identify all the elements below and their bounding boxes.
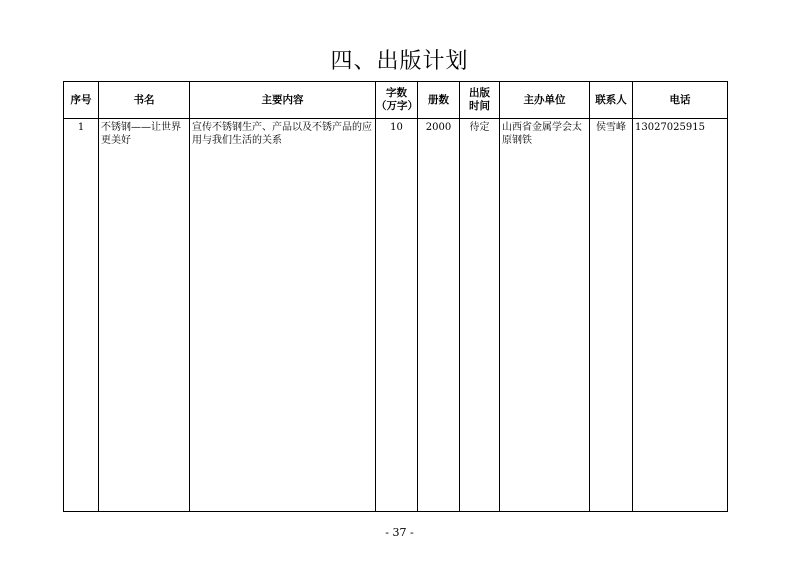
header-content: 主要内容 [190,82,376,119]
header-pub-time-line2: 时间 [469,100,490,112]
header-copies: 册数 [418,82,460,119]
page-title: 四、出版计划 [330,49,469,74]
header-words-line1: 字数 [386,87,407,99]
page-number: - 37 - [385,526,414,539]
publication-plan-table [63,81,728,512]
cell-book-name: 不锈钢——让世界更美好 [99,119,190,512]
cell-pub-time: 待定 [460,119,500,512]
header-words [376,82,418,119]
header-seq: 序号 [64,82,99,119]
cell-copies: 2000 [418,119,460,512]
cell-content: 宣传不锈钢生产、产品以及不锈产品的应用与我们生活的关系 [190,119,376,512]
cell-phone: 13027025915 [633,119,728,512]
header-words-line2: （万字） [376,100,418,112]
header-pub-time [460,82,500,119]
table-header-row [64,82,728,119]
header-contact: 联系人 [590,82,633,119]
table-row [64,119,728,512]
header-book-name: 书名 [99,82,190,119]
cell-contact: 侯雪峰 [590,119,633,512]
header-phone: 电话 [633,82,728,119]
cell-organizer: 山西省金属学会太原钢铁 [500,119,590,512]
cell-seq: 1 [64,119,99,512]
header-organizer: 主办单位 [500,82,590,119]
cell-words: 10 [376,119,418,512]
header-pub-time-line1: 出版 [469,87,490,99]
